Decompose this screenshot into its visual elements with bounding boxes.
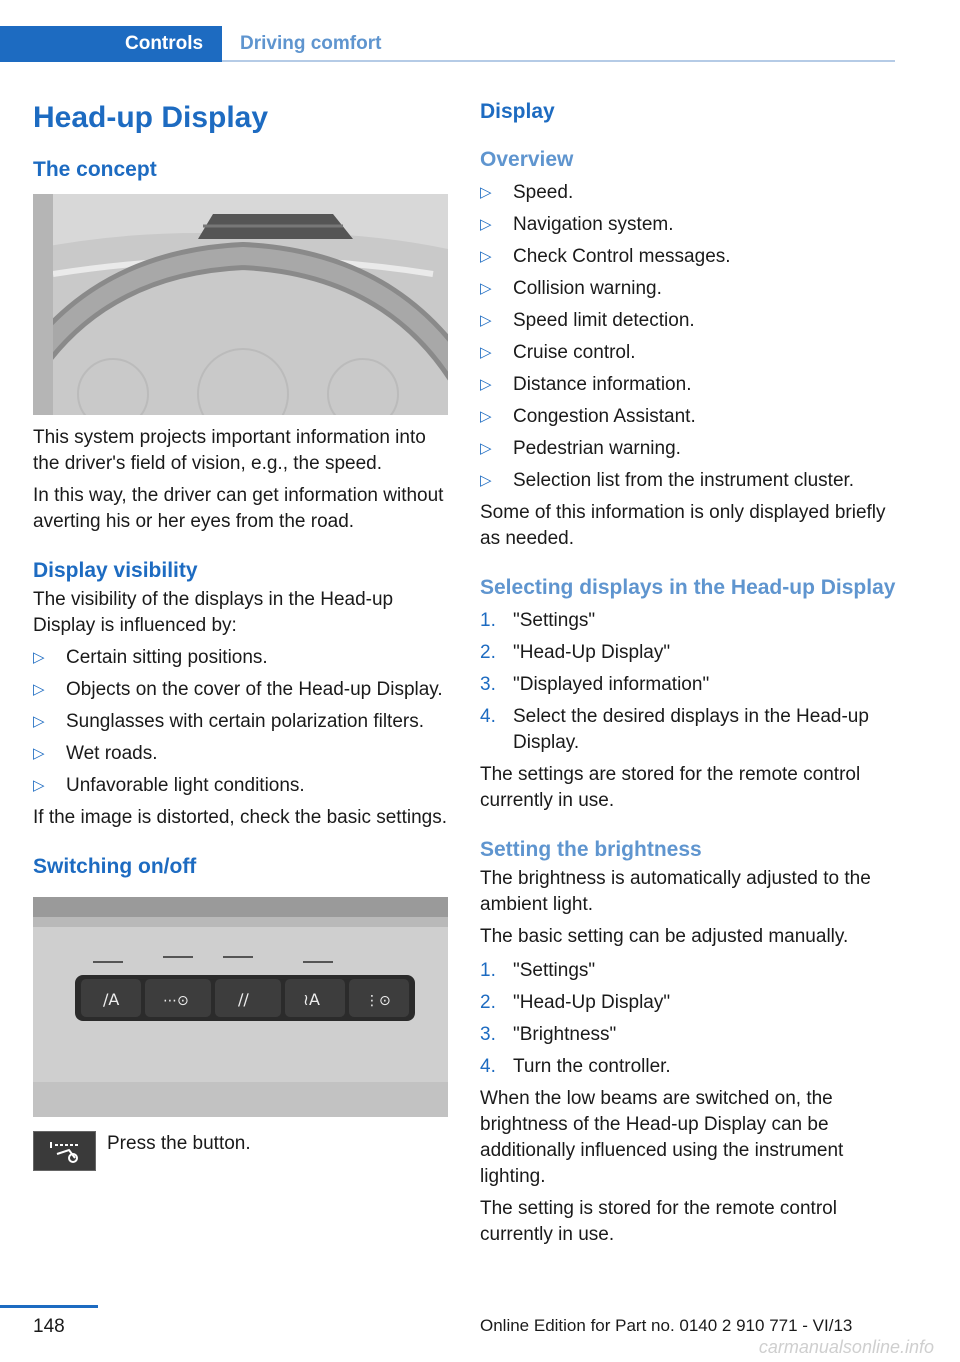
list-item: 3. "Displayed information" [480,672,896,698]
bullet-icon: ▷ [480,376,492,393]
bullet-icon: ▷ [480,472,492,489]
brightness-paragraph-2: The basic setting can be adjusted manually. [480,926,849,947]
bullet-icon: ▷ [480,184,492,201]
list-item: ▷ Navigation system. [480,212,896,238]
visibility-list [33,645,448,799]
selecting-note: The settings are stored for the remote control currently in use. [480,764,861,811]
list-item: ▷ Pedestrian warning. [480,436,896,462]
overview-note: Some of this information is only displayed briefly as needed. [480,502,886,549]
left-column [33,98,448,1171]
bullet-icon: ▷ [480,280,492,297]
brightness-paragraph-4: The setting is stored for the remote control currently in use. [480,1198,837,1245]
list-item: ▷ Certain sitting positions. [33,645,448,671]
list-item: ▷ Collision warning. [480,276,896,302]
list-item: ▷ Distance information. [480,372,896,398]
switching-heading: Switching on/off [33,855,197,878]
bullet-icon: ▷ [33,649,45,666]
svg-text:∕∕: ∕∕ [238,990,249,1009]
list-item: 1. "Settings" [480,958,896,984]
list-item: ▷ Sunglasses with certain polarization filters. [33,709,448,735]
brightness-paragraph-1: The brightness is automatically adjusted to the ambient light. [480,868,871,915]
concept-heading: The concept [33,158,157,181]
bullet-icon: ▷ [480,344,492,361]
press-button-row [33,1131,448,1171]
bullet-icon: ▷ [480,440,492,457]
visibility-note: If the image is distorted, check the basic settings. [33,807,447,828]
list-item: ▷ Unfavorable light conditions. [33,773,448,799]
tab-controls[interactable]: Controls [0,26,222,62]
bullet-icon: ▷ [480,312,492,329]
list-item: 4. Turn the controller. [480,1054,896,1080]
page-title: Head-up Display [33,101,269,134]
list-item: ▷ Check Control messages. [480,244,896,270]
svg-text:/A: /A [103,990,120,1009]
press-button-text: Press the button. [107,1133,251,1154]
overview-heading: Overview [480,148,574,171]
selecting-steps [480,608,896,756]
bullet-icon: ▷ [33,745,45,762]
dashboard-drawing [33,194,448,415]
bullet-icon: ▷ [33,713,45,730]
list-item: ▷ Objects on the cover of the Head-up Display. [33,677,448,703]
list-item: 1. "Settings" [480,608,896,634]
svg-text:≀A: ≀A [303,990,320,1009]
button-panel-drawing [33,897,448,1117]
svg-text:⋮⊙: ⋮⊙ [365,993,391,1009]
list-item: ▷ Wet roads. [33,741,448,767]
step-number: 3. [480,674,496,695]
list-item: ▷ Selection list from the instrument cluster. [480,468,896,494]
list-item: 3. "Brightness" [480,1022,896,1048]
brightness-steps [480,958,896,1080]
svg-text:⋯⊙: ⋯⊙ [163,993,189,1009]
header-tabs [0,26,895,62]
bullet-icon: ▷ [33,777,45,794]
list-item: 2. "Head-Up Display" [480,990,896,1016]
step-number: 1. [480,610,496,631]
dashboard-illustration [33,194,448,415]
edition-text: Online Edition for Part no. 0140 2 910 771 - VI/13 [480,1316,853,1335]
list-item: ▷ Cruise control. [480,340,896,366]
watermark: carmanualsonline.info [758,1337,934,1357]
page-number: 148 [33,1316,65,1337]
overview-list [480,180,896,494]
step-number: 4. [480,706,496,727]
brightness-paragraph-3: When the low beams are switched on, the brightness of the Head-up Display can be additionally influenced using the instrument lighting. [480,1088,844,1187]
brightness-heading: Setting the brightness [480,838,702,861]
footer-rule [0,1305,98,1308]
hud-button-icon [33,1131,96,1171]
button-panel-illustration [33,897,448,1117]
list-item: ▷ Speed limit detection. [480,308,896,334]
selecting-heading: Selecting displays in the Head-up Display [480,576,896,599]
list-item: ▷ Congestion Assistant. [480,404,896,430]
tab-driving-comfort[interactable]: Driving comfort [222,26,895,62]
step-number: 3. [480,1024,496,1045]
bullet-icon: ▷ [33,681,45,698]
bullet-icon: ▷ [480,216,492,233]
step-number: 2. [480,642,496,663]
list-item: 2. "Head-Up Display" [480,640,896,666]
right-column [480,98,896,1248]
list-item: 4. Select the desired displays in the Head-up Display. [480,706,869,753]
display-heading: Display [480,100,555,123]
bullet-icon: ▷ [480,408,492,425]
visibility-heading: Display visibility [33,559,198,582]
step-number: 1. [480,960,496,981]
concept-paragraph-1: This system projects important information into the driver's field of vision, e.g., the speed. [33,427,426,474]
step-number: 2. [480,992,496,1013]
visibility-intro: The visibility of the displays in the Head-up Display is influenced by: [33,589,394,636]
bullet-icon: ▷ [480,248,492,265]
concept-paragraph-2: In this way, the driver can get information without averting his or her eyes from the road. [33,485,444,532]
step-number: 4. [480,1056,496,1077]
list-item: ▷ Speed. [480,180,896,206]
